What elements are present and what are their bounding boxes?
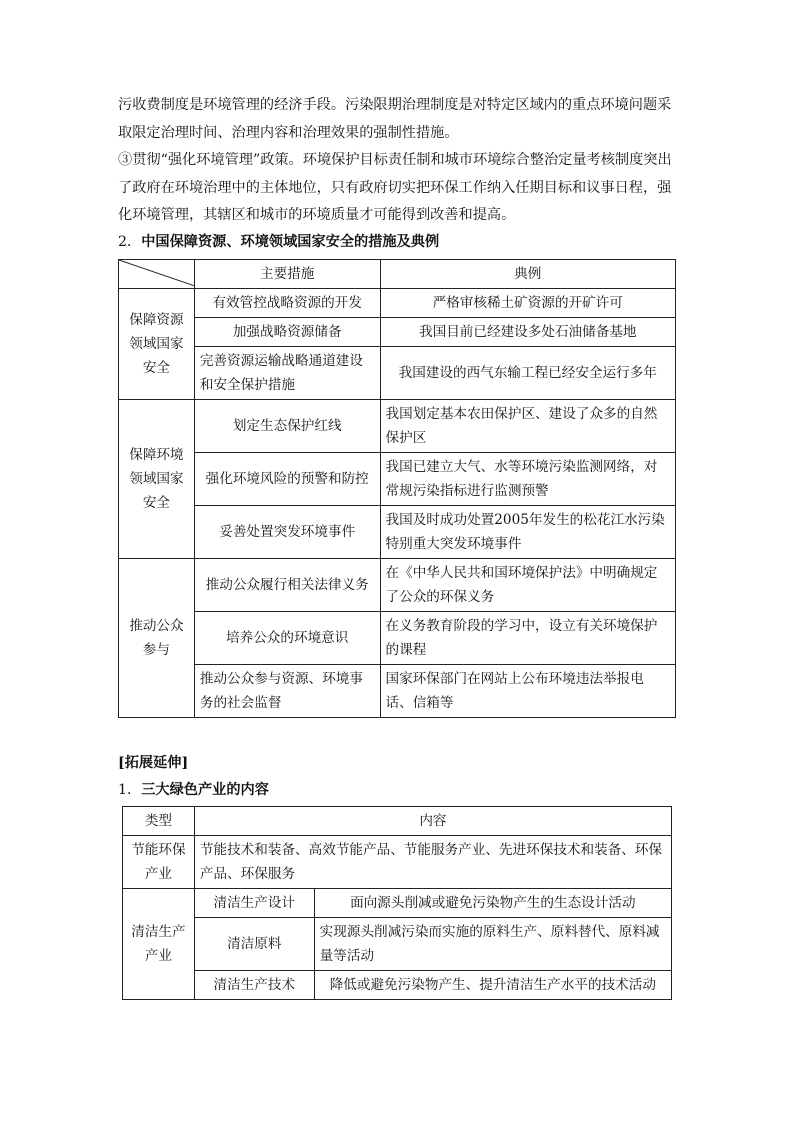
extension-title: 三大绿色产业的内容: [141, 782, 269, 798]
table-row: [119, 453, 676, 506]
measure-cell: 完善资源运输战略通道建设和安全保护措施: [194, 347, 380, 400]
header-content: 内容: [194, 807, 671, 836]
item-desc-cell: 降低或避免污染物产生、提升清洁生产水平的技术活动: [314, 971, 671, 1000]
item-desc-cell: 实现源头削减污染而实施的原料生产、原料替代、原料减量等活动: [314, 918, 671, 971]
table-row: [123, 971, 672, 1000]
measure-cell: 加强战略资源储备: [194, 318, 380, 347]
green-industries-table: [122, 806, 672, 1000]
item-name-cell: 清洁原料: [194, 918, 314, 971]
table-row: [119, 347, 676, 400]
diagonal-header-cell: [119, 260, 195, 289]
example-cell: 我国及时成功处置2005年发生的松花江水污染特别重大突发环境事件: [380, 506, 675, 559]
security-measures-table: [118, 259, 676, 718]
type-cell: 节能环保产业: [123, 836, 195, 889]
table-header-row: [123, 807, 672, 836]
measure-cell: 妥善处置突发环境事件: [194, 506, 380, 559]
header-examples: 典例: [380, 260, 675, 289]
diagonal-line: [119, 260, 195, 286]
header-type: 类型: [123, 807, 195, 836]
example-cell: 我国划定基本农田保护区、建设了众多的自然保护区: [380, 400, 675, 453]
table-row: [119, 559, 676, 612]
example-cell: 我国目前已经建设多处石油储备基地: [380, 318, 675, 347]
table-row: [119, 506, 676, 559]
example-cell: 在义务教育阶段的学习中，设立有关环境保护的课程: [380, 612, 675, 665]
measure-cell: 推动公众参与资源、环境事务的社会监督: [194, 665, 380, 718]
type-cell: 清洁生产产业: [123, 889, 195, 1000]
example-cell: 国家环保部门在网站上公布环境违法举报电话、信箱等: [380, 665, 675, 718]
table-row: [119, 400, 676, 453]
extension-number: 1．: [118, 782, 142, 798]
measure-cell: 培养公众的环境意识: [194, 612, 380, 665]
measure-cell: 划定生态保护红线: [194, 400, 380, 453]
section-2-heading: [118, 230, 678, 254]
group-label: 保障环境领域国家安全: [119, 400, 195, 559]
paragraph-2: ③贯彻“强化环境管理”政策。环境保护目标责任制和城市环境综合整治定量考核制度突出了政府在环境治理中的主体地位，只有政府切实把环保工作纳入任期目标和议事日程，强化环境管理，其辖区和城市的环境质量才可能得到改善和提高。: [118, 152, 672, 223]
item-name-cell: 清洁生产技术: [194, 971, 314, 1000]
measure-cell: 强化环境风险的预警和防控: [194, 453, 380, 506]
group-label: 保障资源领域国家安全: [119, 289, 195, 400]
example-cell: 在《中华人民共和国环境保护法》中明确规定了公众的环保义务: [380, 559, 675, 612]
item-name-cell: 清洁生产设计: [194, 889, 314, 918]
section-2-number: 2．: [118, 233, 142, 250]
extension-heading: [118, 778, 269, 802]
content-cell: 节能技术和装备、高效节能产品、节能服务产业、先进环保技术和装备、环保产品、环保服务: [194, 836, 671, 889]
extension-label: [拓展延伸]: [118, 755, 189, 771]
header-measures: 主要措施: [194, 260, 380, 289]
table-row: [119, 612, 676, 665]
group-label: 推动公众参与: [119, 559, 195, 718]
example-cell: 我国已建立大气、水等环境污染监测网络，对常规污染指标进行监测预警: [380, 453, 675, 506]
paragraph-1: 污收费制度是环境管理的经济手段。污染限期治理制度是对特定区域内的重点环境问题采取限定治理时间、治理内容和治理效果的强制性措施。: [118, 97, 672, 141]
table-row: [119, 289, 676, 318]
table-row: [123, 889, 672, 918]
table-row: [123, 836, 672, 889]
table-row: [119, 665, 676, 718]
measure-cell: 推动公众履行相关法律义务: [194, 559, 380, 612]
table-header-row: [119, 260, 676, 289]
table-row: [123, 918, 672, 971]
section-2-title: 中国保障资源、环境领域国家安全的措施及典例: [141, 233, 440, 250]
table-row: [119, 318, 676, 347]
intro-text: [118, 92, 678, 254]
example-cell: 我国建设的西气东输工程已经安全运行多年: [380, 347, 675, 400]
example-cell: 严格审核稀土矿资源的开矿许可: [380, 289, 675, 318]
measure-cell: 有效管控战略资源的开发: [194, 289, 380, 318]
item-desc-cell: 面向源头削减或避免污染物产生的生态设计活动: [314, 889, 671, 918]
